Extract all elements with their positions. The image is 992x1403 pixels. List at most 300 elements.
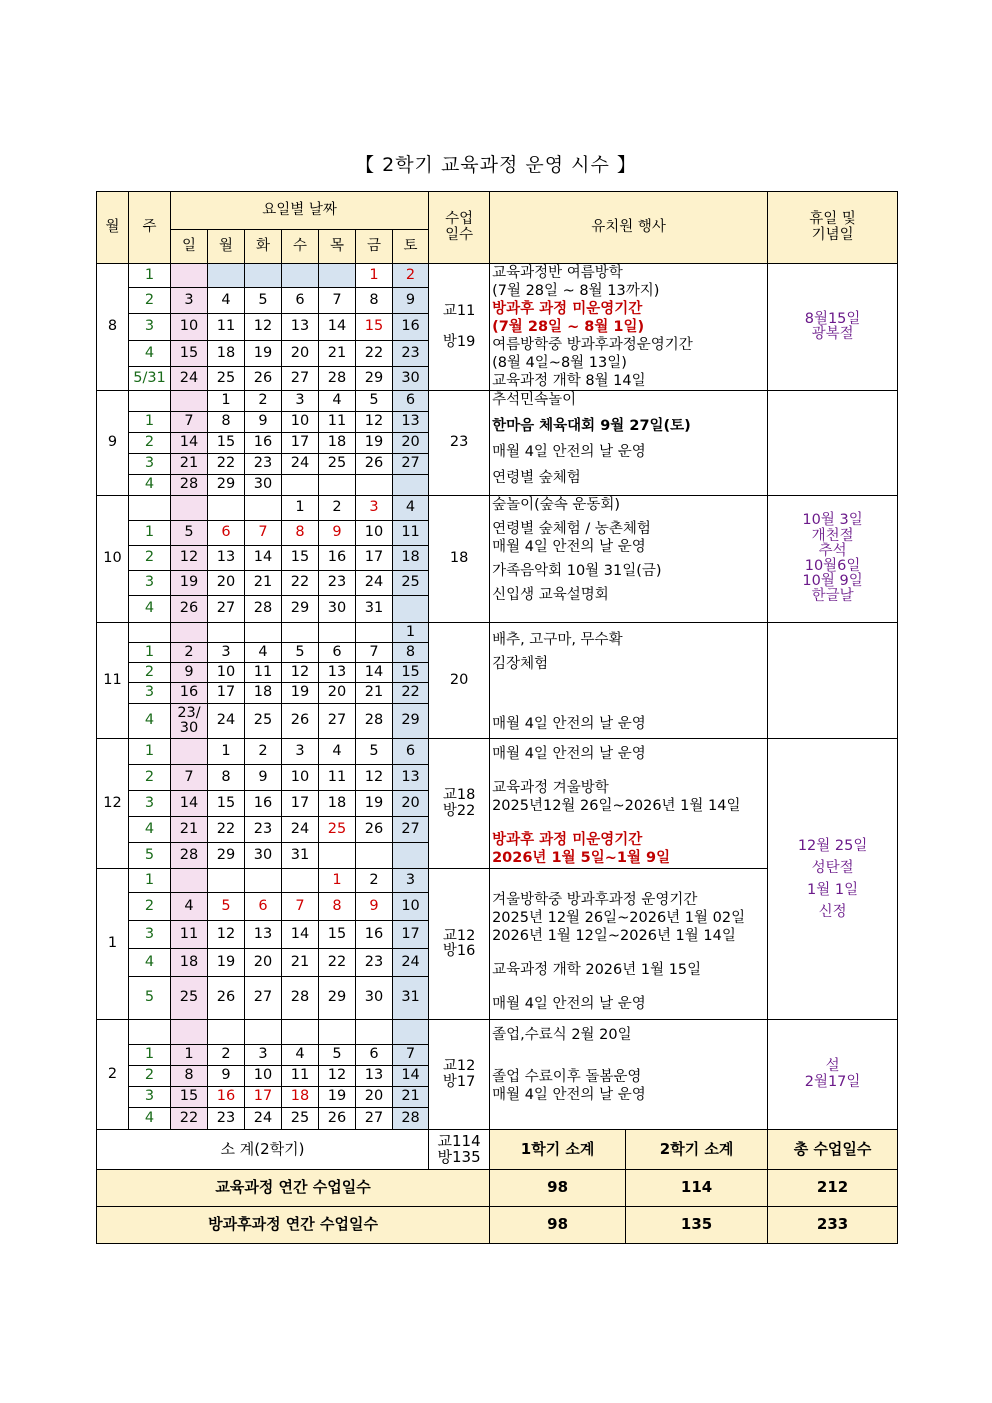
date-cell: 6: [356, 1045, 393, 1066]
date-cell: [356, 843, 393, 869]
date-cell: 21: [245, 571, 282, 596]
week-number: 4: [129, 949, 171, 977]
event-item: 배추, 고구마, 무수확: [492, 632, 623, 648]
date-cell: 15: [208, 433, 245, 454]
date-cell: [171, 623, 208, 643]
week-number: [129, 496, 171, 521]
week-number: 1: [129, 739, 171, 765]
events-cell-aug: [490, 264, 768, 391]
date-cell: 18: [319, 433, 356, 454]
date-cell: 23/ 30: [171, 704, 208, 739]
date-cell: 12: [171, 546, 208, 571]
date-cell: 12: [356, 765, 393, 791]
date-cell: 9: [319, 521, 356, 546]
school-days-count: 20: [429, 623, 490, 739]
date-cell: 15: [208, 791, 245, 817]
week-number: 1: [129, 264, 171, 288]
date-cell: 25: [282, 1108, 319, 1130]
week-row: [97, 496, 898, 521]
event-item: 여름방학중 방과후과정운영기간: [492, 337, 693, 353]
date-cell: 23: [393, 340, 429, 366]
event-item: 김장체험: [492, 656, 549, 672]
date-cell: 30: [356, 977, 393, 1020]
date-cell: 16: [356, 921, 393, 949]
date-cell: 22: [356, 340, 393, 366]
date-cell: 5: [245, 288, 282, 314]
date-cell: 2: [356, 869, 393, 893]
date-cell: 7: [319, 288, 356, 314]
date-cell: [171, 739, 208, 765]
total-days-header: 총 수업일수: [768, 1130, 898, 1170]
date-cell: 23: [319, 571, 356, 596]
date-cell: 11: [282, 1066, 319, 1087]
date-cell: 26: [171, 596, 208, 623]
date-cell: 23: [208, 1108, 245, 1130]
event-item: 연령별 숲체험: [492, 470, 581, 486]
date-cell: 10: [208, 663, 245, 683]
event-item: 2026년 1월 12일~2026년 1월 14일: [492, 928, 736, 944]
date-cell: [319, 1020, 356, 1045]
date-cell: [319, 264, 356, 288]
date-cell: 8: [393, 643, 429, 663]
date-cell: 6: [393, 739, 429, 765]
date-cell: 21: [319, 340, 356, 366]
date-cell: 20: [245, 949, 282, 977]
date-cell: 28: [245, 596, 282, 623]
event-item: 졸업,수료식 2월 20일: [492, 1027, 632, 1043]
date-cell: 19: [208, 949, 245, 977]
event-item: 매월 4일 안전의 날 운영: [492, 746, 646, 762]
date-cell: 9: [245, 765, 282, 791]
event-item: 방과후 과정 미운영기간: [492, 832, 643, 848]
date-cell: 21: [282, 949, 319, 977]
date-cell: 24: [393, 949, 429, 977]
date-cell: [245, 623, 282, 643]
week-number: 3: [129, 454, 171, 475]
event-item: 교육과정 개학 2026년 1월 15일: [492, 962, 702, 978]
date-cell: 14: [319, 314, 356, 340]
event-item: 추석민속놀이: [492, 392, 577, 408]
date-cell: 9: [171, 663, 208, 683]
date-cell: 16: [171, 683, 208, 704]
date-cell: 2: [208, 1045, 245, 1066]
event-item: 매월 4일 안전의 날 운영: [492, 444, 646, 460]
date-cell: 3: [282, 391, 319, 412]
date-cell: 2: [245, 739, 282, 765]
date-cell: 27: [319, 704, 356, 739]
semester1-subtotal-header: 1학기 소계: [490, 1130, 626, 1170]
date-cell: 22: [208, 817, 245, 843]
date-cell: 30: [245, 843, 282, 869]
date-cell: [245, 1020, 282, 1045]
events-cell-jan: [490, 869, 768, 1020]
week-number: 3: [129, 791, 171, 817]
date-cell: 5: [356, 391, 393, 412]
header-holidays: 휴일 및 기념일: [768, 192, 898, 264]
holiday-cell: 설 2월17일: [768, 1020, 898, 1130]
date-cell: 17: [282, 433, 319, 454]
date-cell: 26: [245, 366, 282, 390]
event-item: 교육과정 겨울방학: [492, 780, 609, 796]
week-number: 1: [129, 643, 171, 663]
date-cell: 29: [208, 843, 245, 869]
week-number: [129, 391, 171, 412]
date-cell: 13: [356, 1066, 393, 1087]
date-cell: 4: [319, 739, 356, 765]
date-cell: [319, 475, 356, 496]
date-cell: 21: [393, 1087, 429, 1108]
date-cell: [171, 869, 208, 893]
date-cell: 19: [356, 433, 393, 454]
week-number: 1: [129, 412, 171, 433]
date-cell: 14: [282, 921, 319, 949]
date-cell: 14: [245, 546, 282, 571]
date-cell: 18: [208, 340, 245, 366]
event-item: (7월 28일 ~ 8월 13까지): [492, 283, 660, 299]
date-cell: 15: [319, 921, 356, 949]
date-cell: 16: [208, 1087, 245, 1108]
date-cell: 4: [282, 1045, 319, 1066]
date-cell: 18: [319, 791, 356, 817]
date-cell: 19: [319, 1087, 356, 1108]
date-cell: 25: [319, 454, 356, 475]
month-cell: 1: [97, 869, 129, 1020]
week-number: 1: [129, 869, 171, 893]
date-cell: 9: [208, 1066, 245, 1087]
week-number: 4: [129, 817, 171, 843]
date-cell: 26: [282, 704, 319, 739]
date-cell: [171, 1020, 208, 1045]
date-cell: 23: [245, 454, 282, 475]
month-cell: 9: [97, 391, 129, 496]
date-cell: 25: [245, 704, 282, 739]
school-days-count: 교11 방19: [429, 264, 490, 391]
date-cell: 8: [356, 288, 393, 314]
date-cell: 27: [282, 366, 319, 390]
date-cell: 16: [245, 791, 282, 817]
date-cell: 14: [356, 663, 393, 683]
header-events: 유치원 행사: [490, 192, 768, 264]
date-cell: 19: [245, 340, 282, 366]
date-cell: 7: [356, 643, 393, 663]
date-cell: 29: [319, 977, 356, 1020]
header-dates: 요일별 날짜: [171, 192, 429, 230]
date-cell: 25: [319, 817, 356, 843]
date-cell: 14: [393, 1066, 429, 1087]
date-cell: 27: [245, 977, 282, 1020]
week-row: [97, 739, 898, 765]
date-cell: 31: [393, 977, 429, 1020]
event-item: 매월 4일 안전의 날 운영: [492, 716, 646, 732]
header-month: 월: [97, 192, 129, 264]
date-cell: 16: [245, 433, 282, 454]
date-cell: 17: [208, 683, 245, 704]
week-number: 4: [129, 704, 171, 739]
date-cell: 21: [356, 683, 393, 704]
date-cell: 5: [319, 1045, 356, 1066]
date-cell: [393, 596, 429, 623]
afterschool-annual-value: 98: [490, 1207, 626, 1244]
date-cell: 12: [245, 314, 282, 340]
header-school-days: 수업 일수: [429, 192, 490, 264]
date-cell: 5: [208, 893, 245, 921]
date-cell: 4: [208, 288, 245, 314]
date-cell: 28: [282, 977, 319, 1020]
date-cell: 10: [393, 893, 429, 921]
date-cell: 22: [171, 1108, 208, 1130]
event-item: 매월 4일 안전의 날 운영: [492, 996, 646, 1012]
week-number: 4: [129, 1108, 171, 1130]
week-row: [97, 391, 898, 412]
date-cell: [245, 869, 282, 893]
date-cell: 24: [171, 366, 208, 390]
week-number: 5: [129, 977, 171, 1020]
date-cell: 7: [282, 893, 319, 921]
event-item: 2026년 1월 5일~1월 9일: [492, 850, 671, 866]
date-cell: 24: [282, 454, 319, 475]
date-cell: 21: [171, 454, 208, 475]
date-cell: 12: [356, 412, 393, 433]
event-item: 가족음악회 10월 31일(금): [492, 563, 662, 579]
date-cell: 28: [171, 475, 208, 496]
date-cell: 8: [208, 412, 245, 433]
date-cell: 30: [393, 366, 429, 390]
date-cell: 11: [171, 921, 208, 949]
school-days-count: 18: [429, 496, 490, 623]
event-item: 2025년 12월 26일~2026년 1월 02일: [492, 910, 746, 926]
date-cell: [393, 475, 429, 496]
date-cell: 17: [282, 791, 319, 817]
date-cell: [282, 1020, 319, 1045]
event-item: 교육과정반 여름방학: [492, 265, 623, 281]
date-cell: [393, 1020, 429, 1045]
date-cell: 3: [282, 739, 319, 765]
week-number: 2: [129, 433, 171, 454]
event-item: 방과후 과정 미운영기간: [492, 301, 643, 317]
date-cell: 20: [393, 433, 429, 454]
date-cell: [171, 496, 208, 521]
date-cell: [282, 264, 319, 288]
date-cell: 3: [356, 496, 393, 521]
date-cell: 18: [282, 1087, 319, 1108]
date-cell: 27: [393, 817, 429, 843]
date-cell: [245, 496, 282, 521]
week-number: 3: [129, 1087, 171, 1108]
date-cell: 7: [171, 412, 208, 433]
date-cell: 17: [356, 546, 393, 571]
curriculum-annual-value: 212: [768, 1170, 898, 1207]
date-cell: 10: [171, 314, 208, 340]
date-cell: 16: [393, 314, 429, 340]
events-cell-sep: [490, 391, 768, 496]
school-days-count: 23: [429, 391, 490, 496]
date-cell: [319, 843, 356, 869]
date-cell: 27: [356, 1108, 393, 1130]
week-number: 2: [129, 765, 171, 791]
date-cell: 2: [319, 496, 356, 521]
date-cell: [171, 391, 208, 412]
date-cell: 29: [393, 704, 429, 739]
event-item: 매월 4일 안전의 날 운영: [492, 539, 646, 555]
holiday-cell: [768, 391, 898, 496]
month-cell: 12: [97, 739, 129, 869]
afterschool-annual-label: 방과후과정 연간 수업일수: [97, 1207, 490, 1244]
date-cell: 21: [171, 817, 208, 843]
date-cell: 3: [393, 869, 429, 893]
date-cell: 20: [356, 1087, 393, 1108]
date-cell: 1: [208, 391, 245, 412]
header-day: 금: [356, 230, 393, 264]
date-cell: 3: [245, 1045, 282, 1066]
week-number: 2: [129, 546, 171, 571]
date-cell: 11: [319, 412, 356, 433]
date-cell: 24: [356, 571, 393, 596]
date-cell: 11: [245, 663, 282, 683]
events-cell-dec: [490, 739, 768, 869]
date-cell: [208, 623, 245, 643]
week-number: 4: [129, 475, 171, 496]
date-cell: [282, 623, 319, 643]
date-cell: 10: [245, 1066, 282, 1087]
curriculum-annual-value: 114: [626, 1170, 768, 1207]
date-cell: 19: [282, 683, 319, 704]
week-row: [97, 1020, 898, 1045]
date-cell: 15: [356, 314, 393, 340]
page-title: 【 2학기 교육과정 운영 시수 】: [355, 154, 637, 176]
date-cell: [208, 496, 245, 521]
event-item: 2025년12월 26일~2026년 1월 14일: [492, 798, 741, 814]
date-cell: 24: [208, 704, 245, 739]
holiday-cell: [768, 623, 898, 739]
date-cell: 13: [393, 765, 429, 791]
date-cell: 9: [245, 412, 282, 433]
week-number: 3: [129, 921, 171, 949]
date-cell: 13: [208, 546, 245, 571]
date-cell: 6: [319, 643, 356, 663]
header-day: 토: [393, 230, 429, 264]
event-item: 교육과정 개학 8월 14일: [492, 373, 646, 389]
date-cell: 12: [208, 921, 245, 949]
date-cell: 15: [171, 1087, 208, 1108]
date-cell: 28: [393, 1108, 429, 1130]
date-cell: 8: [208, 765, 245, 791]
date-cell: 18: [245, 683, 282, 704]
date-cell: 8: [282, 521, 319, 546]
week-number: 3: [129, 683, 171, 704]
date-cell: 27: [393, 454, 429, 475]
week-number: 1: [129, 521, 171, 546]
date-cell: 19: [171, 571, 208, 596]
date-cell: 16: [319, 546, 356, 571]
date-cell: 3: [208, 643, 245, 663]
event-item: 신입생 교육설명회: [492, 587, 609, 603]
header-day: 수: [282, 230, 319, 264]
date-cell: 7: [171, 765, 208, 791]
date-cell: 12: [319, 1066, 356, 1087]
week-row: [97, 264, 898, 288]
week-number: [129, 623, 171, 643]
date-cell: 9: [356, 893, 393, 921]
school-days-count: 교12 방17: [429, 1020, 490, 1130]
date-cell: 6: [282, 288, 319, 314]
date-cell: 13: [245, 921, 282, 949]
date-cell: [245, 264, 282, 288]
date-cell: 15: [393, 663, 429, 683]
header-day: 목: [319, 230, 356, 264]
event-item: (8월 4일~8월 13일): [492, 355, 627, 371]
date-cell: 12: [282, 663, 319, 683]
curriculum-annual-label: 교육과정 연간 수업일수: [97, 1170, 490, 1207]
week-number: 3: [129, 571, 171, 596]
date-cell: 31: [282, 843, 319, 869]
date-cell: 23: [245, 817, 282, 843]
school-days-count: 교18 방22: [429, 739, 490, 869]
month-cell: 10: [97, 496, 129, 623]
date-cell: 29: [208, 475, 245, 496]
date-cell: 17: [245, 1087, 282, 1108]
month-cell: 11: [97, 623, 129, 739]
subtotal-label: 소 계(2학기): [97, 1130, 429, 1170]
date-cell: 28: [171, 843, 208, 869]
holiday-cell: 10월 3일 개천절 추석 10월6일 10월 9일 한글날: [768, 496, 898, 623]
event-item: 숲놀이(숲속 운동회): [492, 497, 621, 513]
event-item: 겨울방학중 방과후과정 운영기간: [492, 892, 698, 908]
date-cell: 31: [356, 596, 393, 623]
date-cell: 20: [208, 571, 245, 596]
header-day: 일: [171, 230, 208, 264]
date-cell: 7: [393, 1045, 429, 1066]
date-cell: 1: [171, 1045, 208, 1066]
date-cell: 4: [393, 496, 429, 521]
week-number: 4: [129, 596, 171, 623]
date-cell: 15: [171, 340, 208, 366]
date-cell: 5: [282, 643, 319, 663]
date-cell: 29: [282, 596, 319, 623]
event-item: 연령별 숲체험 / 농촌체험: [492, 521, 651, 537]
date-cell: 30: [245, 475, 282, 496]
date-cell: 15: [282, 546, 319, 571]
date-cell: 4: [171, 893, 208, 921]
date-cell: 11: [393, 521, 429, 546]
date-cell: 4: [319, 391, 356, 412]
date-cell: 9: [393, 288, 429, 314]
date-cell: 6: [245, 893, 282, 921]
event-item: (7월 28일 ~ 8월 1일): [492, 319, 645, 335]
date-cell: 25: [393, 571, 429, 596]
date-cell: 1: [393, 623, 429, 643]
date-cell: 27: [208, 596, 245, 623]
event-item: 한마음 체육대회 9월 27일(토): [492, 418, 691, 434]
date-cell: 10: [356, 521, 393, 546]
date-cell: [356, 623, 393, 643]
date-cell: 8: [319, 893, 356, 921]
date-cell: 30: [319, 596, 356, 623]
date-cell: 5: [356, 739, 393, 765]
afterschool-annual-value: 135: [626, 1207, 768, 1244]
events-cell-feb: [490, 1020, 768, 1130]
week-number: 3: [129, 314, 171, 340]
week-row: [97, 623, 898, 643]
holiday-cell: 12월 25일 성탄절 1월 1일 신정: [768, 739, 898, 1020]
date-cell: 1: [356, 264, 393, 288]
date-cell: 22: [208, 454, 245, 475]
date-cell: 22: [282, 571, 319, 596]
events-cell-nov: [490, 623, 768, 739]
date-cell: 25: [208, 366, 245, 390]
date-cell: 17: [393, 921, 429, 949]
date-cell: 10: [282, 765, 319, 791]
header-week: 주: [129, 192, 171, 264]
